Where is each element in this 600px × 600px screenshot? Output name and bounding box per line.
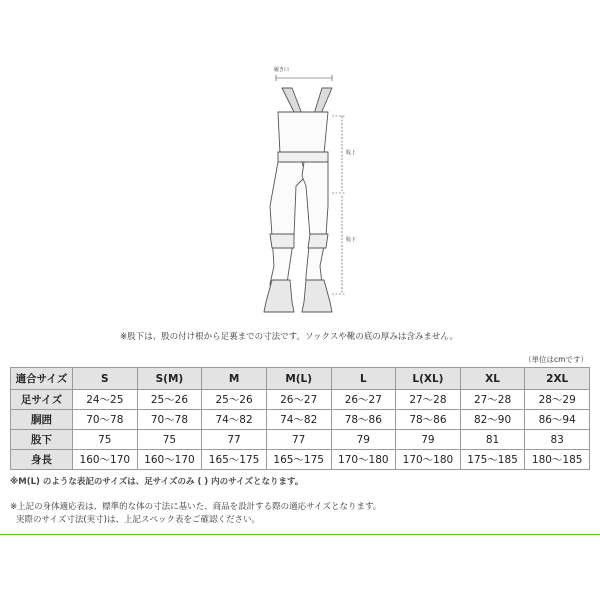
table-cell: 170～180	[331, 450, 396, 470]
table-row	[11, 450, 590, 470]
table-cell: 77	[202, 430, 267, 450]
table-cell: 25～26	[137, 390, 202, 410]
table-header-cell: XL	[460, 368, 525, 390]
table-header-cell: M(L)	[266, 368, 331, 390]
table-cell: 75	[137, 430, 202, 450]
table-cell: 70～78	[73, 410, 138, 430]
table-header-cell: S	[73, 368, 138, 390]
table-row	[11, 410, 590, 430]
wader-drawing	[236, 66, 366, 318]
row-label: 股下	[11, 430, 73, 450]
table-cell: 78～86	[396, 410, 461, 430]
table-header-cell: L(XL)	[396, 368, 461, 390]
table-cell: 160～170	[137, 450, 202, 470]
table-cell: 86～94	[525, 410, 590, 430]
table-cell: 83	[525, 430, 590, 450]
table-cell: 27～28	[460, 390, 525, 410]
table-cell: 26～27	[266, 390, 331, 410]
table-cell: 160～170	[73, 450, 138, 470]
row-label: 胴囲	[11, 410, 73, 430]
size-notation-note: ※M(L) のような表記のサイズは、足サイズのみ ( ) 内のサイズとなります。	[10, 477, 304, 487]
row-label: 足サイズ	[11, 390, 73, 410]
table-cell: 26～27	[331, 390, 396, 410]
table-cell: 180～185	[525, 450, 590, 470]
table-cell: 175～185	[460, 450, 525, 470]
table-header-cell: M	[202, 368, 267, 390]
table-header-row	[11, 368, 590, 390]
accent-divider	[0, 534, 600, 535]
opening-label: 履き口	[274, 67, 290, 73]
rise-label: 股上	[346, 150, 357, 156]
table-cell: 79	[331, 430, 396, 450]
table-cell: 74～82	[202, 410, 267, 430]
table-cell: 24～25	[73, 390, 138, 410]
table-cell: 170～180	[396, 450, 461, 470]
actual-size-note: 実際のサイズ寸法(実寸)は、上記スペック表をご確認ください。	[16, 515, 260, 525]
table-cell: 82～90	[460, 410, 525, 430]
size-chart-table	[10, 367, 590, 470]
unit-note: （単位はcmです）	[524, 355, 588, 364]
table-cell: 74～82	[266, 410, 331, 430]
table-cell: 77	[266, 430, 331, 450]
table-cell: 75	[73, 430, 138, 450]
row-label: 身長	[11, 450, 73, 470]
table-cell: 25～26	[202, 390, 267, 410]
table-cell: 70～78	[137, 410, 202, 430]
table-cell: 165～175	[266, 450, 331, 470]
table-header-cell: L	[331, 368, 396, 390]
table-row	[11, 390, 590, 410]
wader-illustration	[236, 66, 366, 318]
table-cell: 165～175	[202, 450, 267, 470]
table-cell: 27～28	[396, 390, 461, 410]
table-cell: 78～86	[331, 410, 396, 430]
inseam-label: 股下	[346, 237, 357, 243]
table-cell: 28～29	[525, 390, 590, 410]
table-header-cell: S(M)	[137, 368, 202, 390]
table-row	[11, 430, 590, 450]
table-header-cell: 2XL	[525, 368, 590, 390]
table-header-cell: 適合サイズ	[11, 368, 73, 390]
inseam-note: ※股下は、股の付け根から足裏までの寸法です。ソックスや靴の底の厚みは含みません。	[120, 332, 458, 342]
table-cell: 81	[460, 430, 525, 450]
table-cell: 79	[396, 430, 461, 450]
body-fit-note: ※上記の身体適応表は、標準的な体の寸法に基いた、商品を設計する際の適応サイズとなります。	[10, 502, 382, 512]
